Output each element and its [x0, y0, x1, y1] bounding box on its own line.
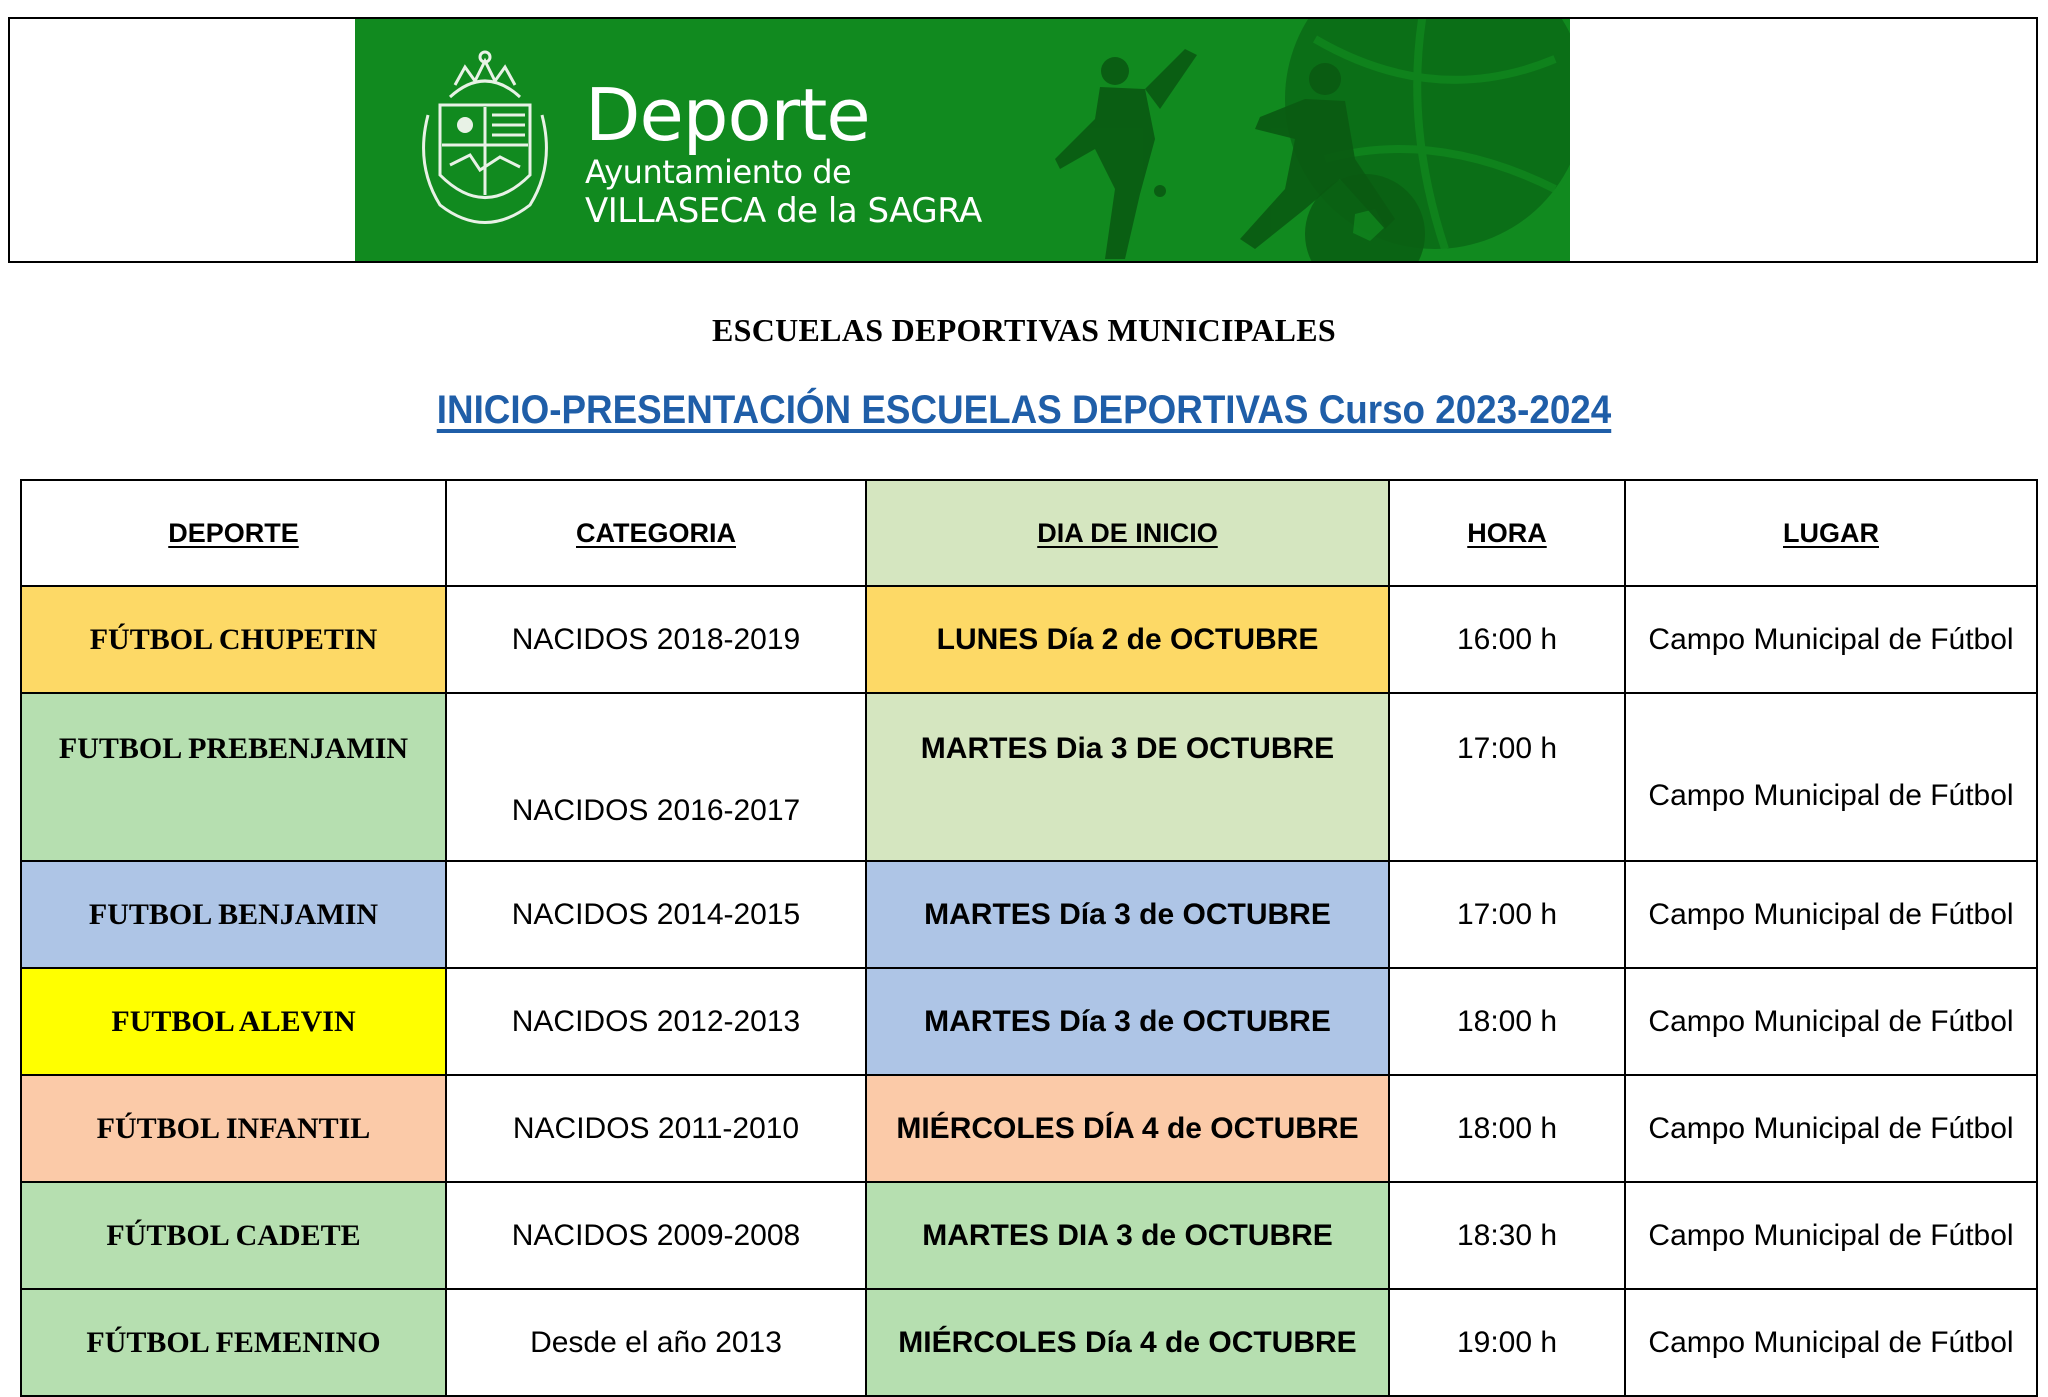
hour-cell: 16:00 h: [1389, 586, 1625, 693]
banner-text: [585, 73, 982, 231]
table-row: [21, 1289, 2037, 1396]
banner-subtitle-line1: Ayuntamiento de: [585, 153, 852, 191]
category-cell: NACIDOS 2018-2019: [446, 586, 866, 693]
table-row: [21, 693, 2037, 861]
start-day-cell: MARTES Día 3 de OCTUBRE: [866, 968, 1389, 1075]
header-start-day: DIA DE INICIO: [866, 480, 1389, 586]
banner-subtitle-line2: VILLASECA de la SAGRA: [585, 191, 982, 231]
start-day-cell: MARTES DIA 3 de OCTUBRE: [866, 1182, 1389, 1289]
header-place: LUGAR: [1625, 480, 2037, 586]
table-row: [21, 586, 2037, 693]
sport-cell: FUTBOL PREBENJAMIN: [21, 693, 446, 861]
hour-cell: 18:30 h: [1389, 1182, 1625, 1289]
table-row: [21, 861, 2037, 968]
document-subtitle: INICIO-PRESENTACIÓN ESCUELAS DEPORTIVAS Curso 2023-2024: [436, 388, 1612, 432]
category-cell: Desde el año 2013: [446, 1289, 866, 1396]
place-cell: Campo Municipal de Fútbol: [1625, 586, 2037, 693]
header-sport: DEPORTE: [21, 480, 446, 586]
sport-cell: FÚTBOL FEMENINO: [21, 1289, 446, 1396]
table-row: [21, 968, 2037, 1075]
place-cell: Campo Municipal de Fútbol: [1625, 968, 2037, 1075]
place-cell: Campo Municipal de Fútbol: [1625, 693, 2037, 861]
table-row: [21, 1182, 2037, 1289]
category-cell: NACIDOS 2009-2008: [446, 1182, 866, 1289]
start-day-cell: MARTES Dia 3 DE OCTUBRE: [866, 693, 1389, 861]
coat-of-arms-icon: [410, 45, 560, 245]
sport-cell: FÚTBOL CHUPETIN: [21, 586, 446, 693]
hour-cell: 17:00 h: [1389, 693, 1625, 861]
hour-cell: 18:00 h: [1389, 1075, 1625, 1182]
table-header-row: [21, 480, 2037, 586]
sport-cell: FUTBOL BENJAMIN: [21, 861, 446, 968]
document-title: ESCUELAS DEPORTIVAS MUNICIPALES: [711, 312, 1337, 348]
place-cell: Campo Municipal de Fútbol: [1625, 1182, 2037, 1289]
start-day-cell: MIÉRCOLES Día 4 de OCTUBRE: [866, 1289, 1389, 1396]
hour-cell: 17:00 h: [1389, 861, 1625, 968]
place-cell: Campo Municipal de Fútbol: [1625, 1289, 2037, 1396]
schedule-table: [20, 479, 2038, 1397]
header-hour: HORA: [1389, 480, 1625, 586]
sport-cell: FÚTBOL INFANTIL: [21, 1075, 446, 1182]
hour-cell: 18:00 h: [1389, 968, 1625, 1075]
start-day-cell: LUNES Día 2 de OCTUBRE: [866, 586, 1389, 693]
sport-cell: FÚTBOL CADETE: [21, 1182, 446, 1289]
start-day-cell: MARTES Día 3 de OCTUBRE: [866, 861, 1389, 968]
hour-cell: 19:00 h: [1389, 1289, 1625, 1396]
category-cell: NACIDOS 2014-2015: [446, 861, 866, 968]
start-day-cell: MIÉRCOLES DÍA 4 de OCTUBRE: [866, 1075, 1389, 1182]
header-category: CATEGORIA: [446, 480, 866, 586]
category-cell: NACIDOS 2016-2017: [446, 693, 866, 861]
place-cell: Campo Municipal de Fútbol: [1625, 861, 2037, 968]
category-cell: NACIDOS 2011-2010: [446, 1075, 866, 1182]
banner-title: Deporte: [585, 73, 870, 157]
header-banner: [355, 19, 1570, 261]
place-cell: Campo Municipal de Fútbol: [1625, 1075, 2037, 1182]
sport-cell: FUTBOL ALEVIN: [21, 968, 446, 1075]
category-cell: NACIDOS 2012-2013: [446, 968, 866, 1075]
table-row: [21, 1075, 2037, 1182]
